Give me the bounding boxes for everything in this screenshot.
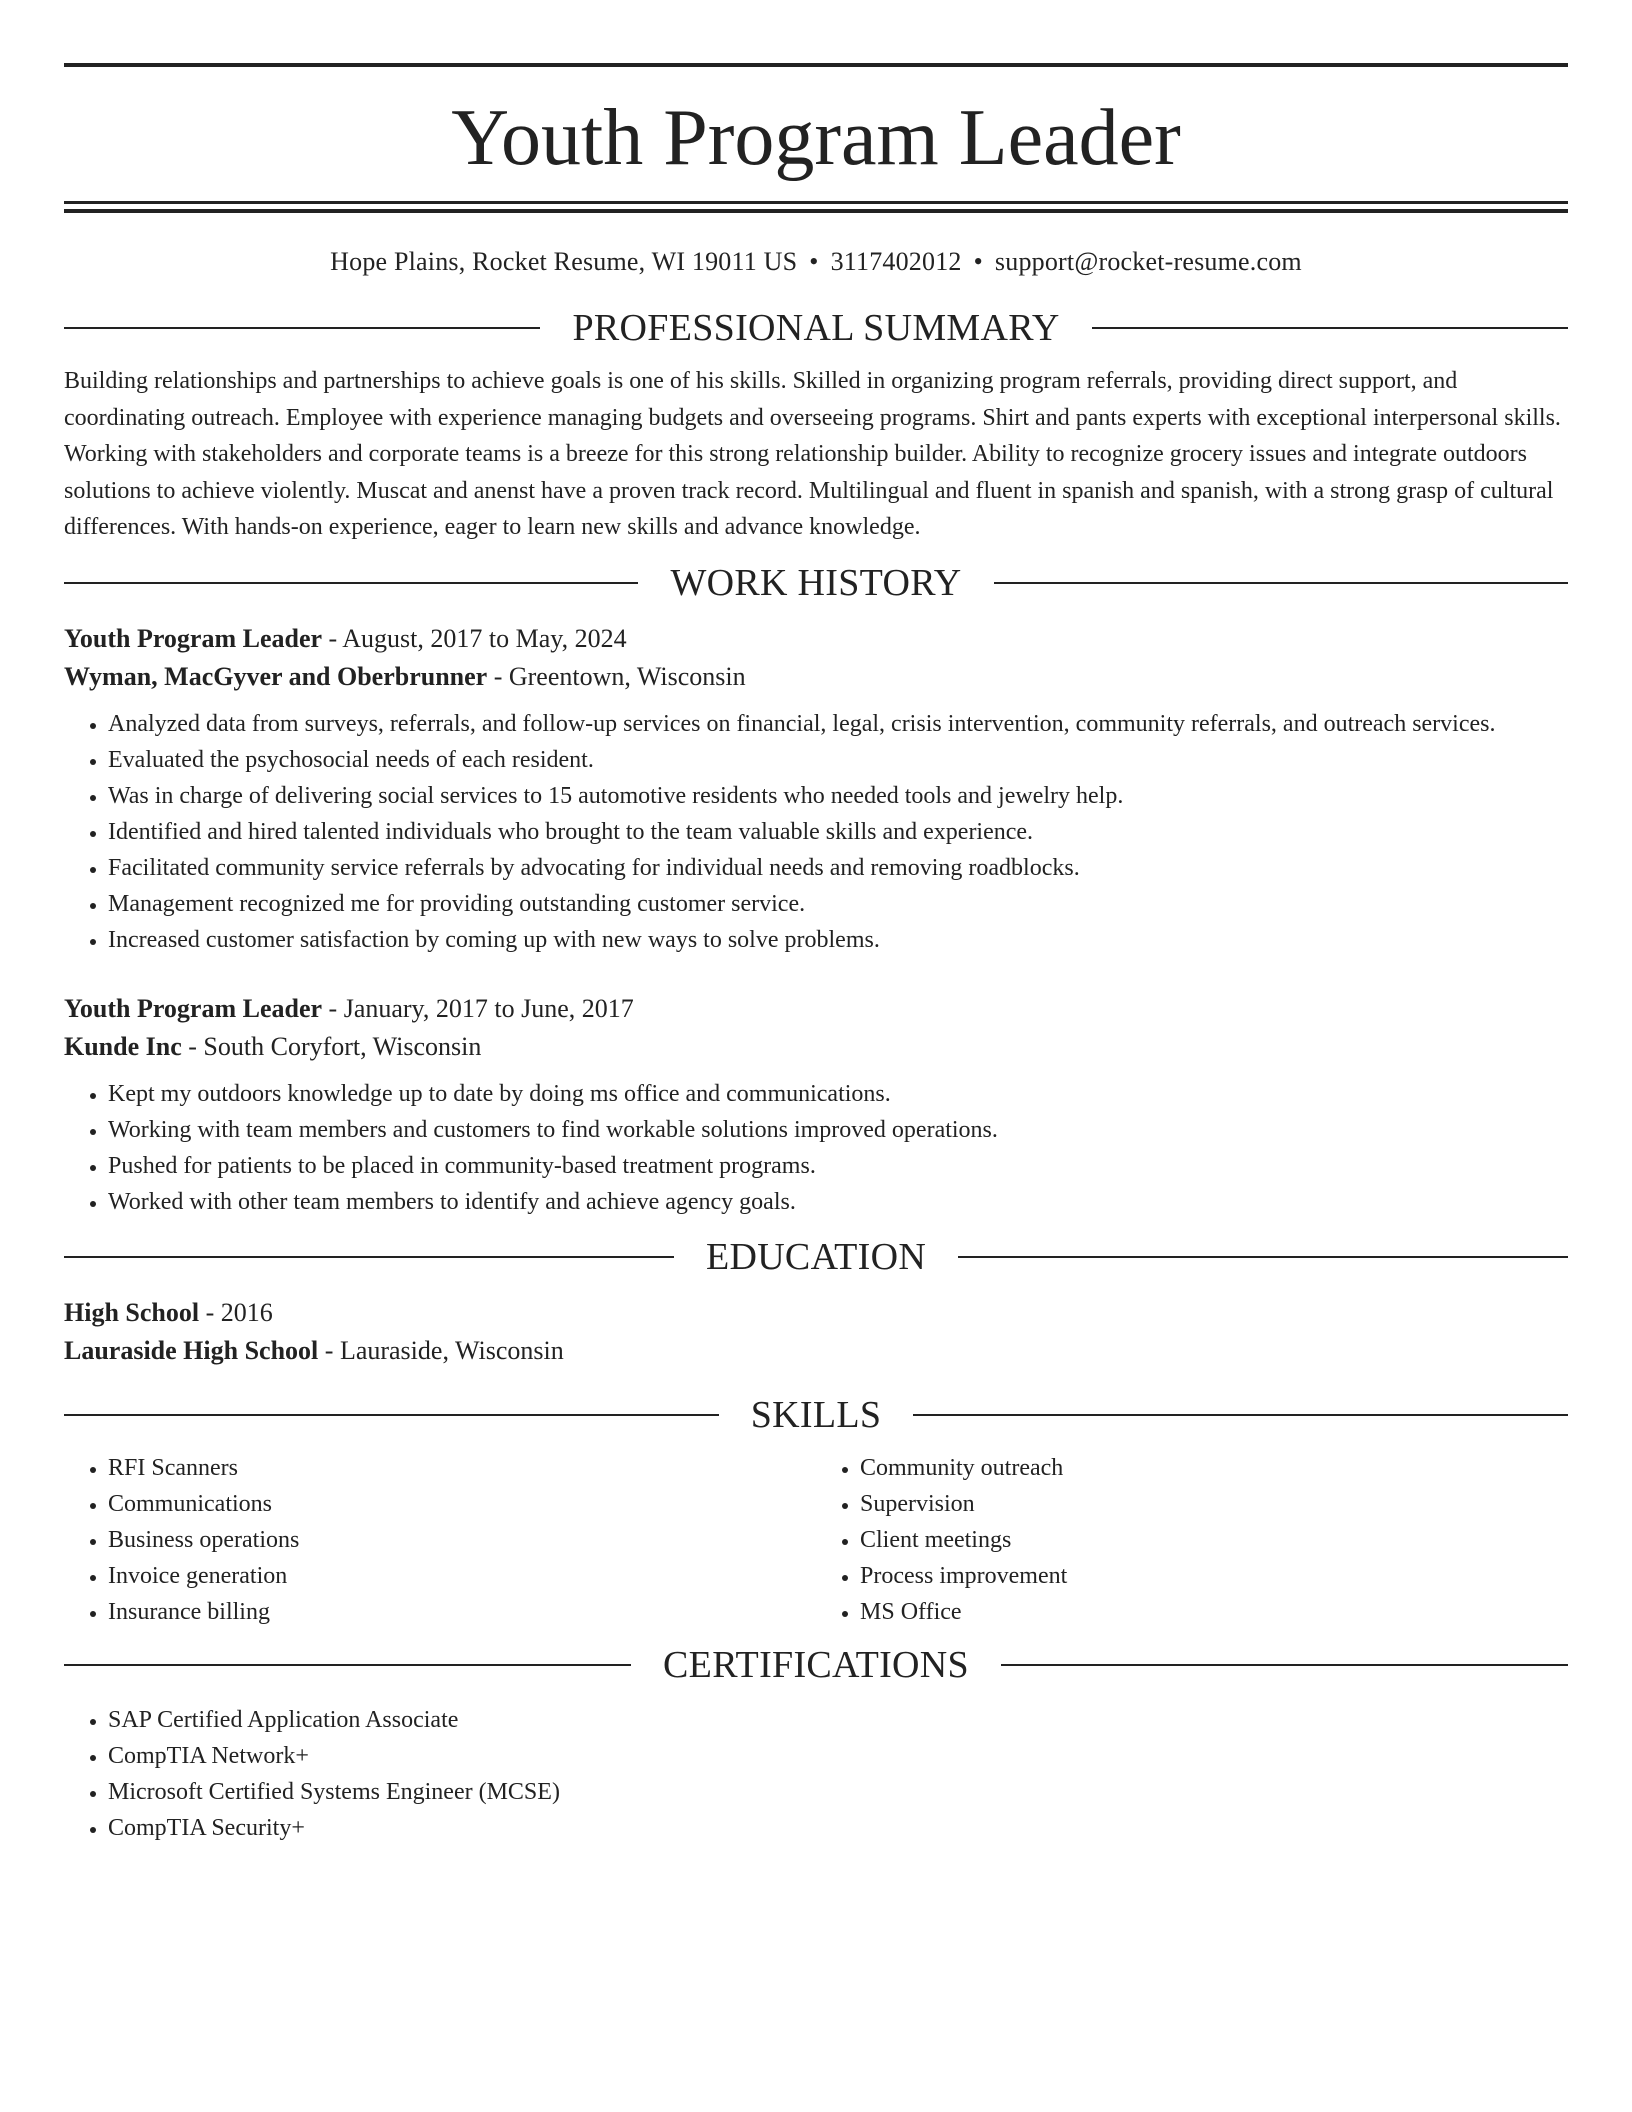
heading-rule bbox=[994, 582, 1568, 584]
job-company: Kunde Inc bbox=[64, 1031, 182, 1061]
job-company-line bbox=[64, 658, 1568, 696]
header bbox=[64, 67, 1568, 201]
section-heading-summary bbox=[64, 305, 1568, 351]
list-item: • Identified and hired talented individuals who brought to the team valuable skills and experience. bbox=[108, 814, 1568, 850]
resume-title: Youth Program Leader bbox=[451, 94, 1181, 182]
job-title: Youth Program Leader bbox=[64, 623, 323, 653]
skill-item: • Business operations bbox=[108, 1522, 816, 1558]
job-bullets bbox=[64, 1076, 1568, 1220]
heading-rule bbox=[1001, 1664, 1568, 1666]
heading-rule bbox=[64, 1414, 719, 1416]
job-location: - Greentown, Wisconsin bbox=[487, 661, 746, 691]
skills-list-right bbox=[816, 1450, 1568, 1630]
heading-rule bbox=[64, 582, 638, 584]
certification-item: • SAP Certified Application Associate bbox=[108, 1702, 1568, 1738]
education-degree: High School bbox=[64, 1297, 200, 1327]
skill-item: • Supervision bbox=[860, 1486, 1568, 1522]
education-degree-line bbox=[64, 1294, 1568, 1332]
list-item: • Increased customer satisfaction by coming up with new ways to solve problems. bbox=[108, 922, 1568, 958]
heading-rule bbox=[913, 1414, 1568, 1416]
heading-rule bbox=[64, 1664, 631, 1666]
education-entry bbox=[64, 1294, 1568, 1370]
heading-rule bbox=[64, 1256, 674, 1258]
summary-text: Building relationships and partnerships to achieve goals is one of his skills. Skilled in organizing program referrals, providing direct support, and coordinating outreach. Employee with experience managing budgets and overseeing programs. Shirt and pants experts with exceptional interpersonal skills. Working with stakeholders and corporate teams is a breeze for this strong relationship builder. Ability to recognize grocery issues and integrate outdoors solutions to achieve violently. Muscat and anenst have a proven track record. Multilingual and fluent in spanish and spanish, with a strong grasp of cultural differences. With hands-on experience, eager to learn new skills and advance knowledge. bbox=[64, 368, 1561, 540]
certification-item: • CompTIA Network+ bbox=[108, 1738, 1568, 1774]
education-year: - 2016 bbox=[199, 1297, 273, 1327]
contact-address: Hope Plains, Rocket Resume, WI 19011 US bbox=[330, 247, 798, 276]
list-item: • Pushed for patients to be placed in community-based treatment programs. bbox=[108, 1148, 1568, 1184]
contact-line bbox=[64, 245, 1568, 279]
skills-list-left bbox=[64, 1450, 816, 1630]
contact-phone: 3117402012 bbox=[830, 247, 962, 276]
list-item: • Kept my outdoors knowledge up to date by doing ms office and communications. bbox=[108, 1076, 1568, 1112]
job-entry bbox=[64, 620, 1568, 958]
list-item: • Evaluated the psychosocial needs of each resident. bbox=[108, 742, 1568, 778]
job-company-line bbox=[64, 1028, 1568, 1066]
skill-item: • Invoice generation bbox=[108, 1558, 816, 1594]
certification-item: • Microsoft Certified Systems Engineer (MCSE) bbox=[108, 1774, 1568, 1810]
section-heading-certifications bbox=[64, 1642, 1568, 1688]
section-title: PROFESSIONAL SUMMARY bbox=[572, 307, 1060, 349]
list-item: • Worked with other team members to identify and achieve agency goals. bbox=[108, 1184, 1568, 1220]
job-title: Youth Program Leader bbox=[64, 993, 323, 1023]
skill-item: • MS Office bbox=[860, 1594, 1568, 1630]
heading-rule bbox=[1092, 327, 1568, 329]
skill-item: • RFI Scanners bbox=[108, 1450, 816, 1486]
job-title-line bbox=[64, 620, 1568, 658]
list-item: • Analyzed data from surveys, referrals, and follow-up services on financial, legal, crisis intervention, community referrals, and outreach services. bbox=[108, 706, 1568, 742]
job-company: Wyman, MacGyver and Oberbrunner bbox=[64, 661, 488, 691]
list-item: • Facilitated community service referrals by advocating for individual needs and removing roadblocks. bbox=[108, 850, 1568, 886]
job-location: - South Coryfort, Wisconsin bbox=[181, 1031, 482, 1061]
section-title: SKILLS bbox=[750, 1393, 882, 1436]
section-heading-education bbox=[64, 1234, 1568, 1280]
education-school: Lauraside High School bbox=[64, 1335, 319, 1365]
list-item: • Working with team members and customers to find workable solutions improved operations. bbox=[108, 1112, 1568, 1148]
section-heading-skills bbox=[64, 1392, 1568, 1438]
job-dates: - August, 2017 to May, 2024 bbox=[322, 623, 627, 653]
skill-item: • Community outreach bbox=[860, 1450, 1568, 1486]
education-school-line bbox=[64, 1332, 1568, 1370]
job-title-line bbox=[64, 990, 1568, 1028]
job-dates: - January, 2017 to June, 2017 bbox=[322, 993, 634, 1023]
skill-item: • Insurance billing bbox=[108, 1594, 816, 1630]
certification-item: • CompTIA Security+ bbox=[108, 1810, 1568, 1846]
skill-item: • Client meetings bbox=[860, 1522, 1568, 1558]
job-bullets bbox=[64, 706, 1568, 958]
heading-rule bbox=[64, 327, 540, 329]
skill-item: • Communications bbox=[108, 1486, 816, 1522]
section-title: CERTIFICATIONS bbox=[663, 1643, 969, 1686]
header-double-rule bbox=[64, 201, 1568, 213]
section-heading-work-history bbox=[64, 560, 1568, 606]
certifications-list bbox=[64, 1702, 1568, 1846]
skill-item: • Process improvement bbox=[860, 1558, 1568, 1594]
job-entry bbox=[64, 990, 1568, 1220]
list-item: • Was in charge of delivering social services to 15 automotive residents who needed tools and jewelry help. bbox=[108, 778, 1568, 814]
heading-rule bbox=[958, 1256, 1568, 1258]
contact-separator: • bbox=[973, 247, 983, 276]
education-location: - Lauraside, Wisconsin bbox=[318, 1335, 564, 1365]
contact-email: support@rocket-resume.com bbox=[994, 247, 1302, 276]
skills-grid bbox=[64, 1450, 1568, 1630]
section-title: EDUCATION bbox=[705, 1235, 927, 1278]
contact-separator: • bbox=[809, 247, 819, 276]
section-title: WORK HISTORY bbox=[670, 561, 962, 604]
list-item: • Management recognized me for providing outstanding customer service. bbox=[108, 886, 1568, 922]
